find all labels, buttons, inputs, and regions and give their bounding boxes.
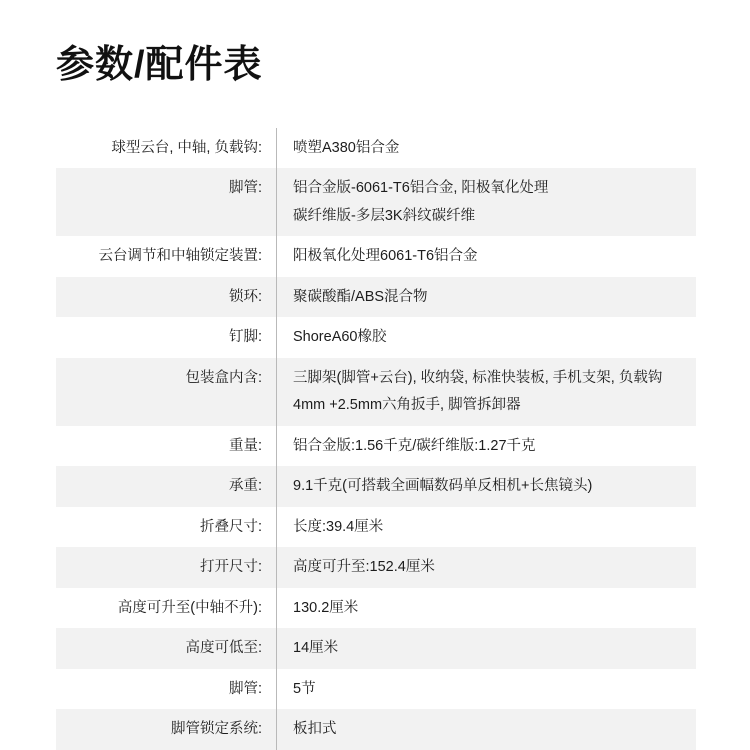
spec-value-line: 铝合金版-6061-T6铝合金, 阳极氧化处理 — [293, 180, 549, 197]
spec-value — [277, 426, 697, 466]
spec-label: 高度可升至(中轴不升): — [117, 599, 262, 616]
spec-value — [277, 547, 697, 587]
spec-value-line: 碳纤维版-多层3K斜纹碳纤维 — [293, 207, 476, 224]
table-row — [56, 426, 696, 466]
spec-value-line: 14厘米 — [293, 640, 339, 657]
spec-value-line: 4mm +2.5mm六角扳手, 脚管拆卸器 — [293, 397, 521, 414]
table-row — [56, 669, 696, 709]
spec-value-line: 高度可升至:152.4厘米 — [293, 559, 435, 576]
spec-label: 钉脚: — [228, 329, 262, 346]
spec-value-line: 9.1千克(可搭载全画幅数码单反相机+长焦镜头) — [293, 478, 593, 495]
table-row — [56, 168, 696, 236]
spec-label: 脚管锁定系统: — [170, 721, 262, 738]
spec-value — [277, 317, 697, 357]
spec-value-line: 三脚架(脚管+云台), 收纳袋, 标准快装板, 手机支架, 负载钩 — [293, 369, 663, 386]
specification-table — [56, 128, 696, 750]
spec-label: 脚管: — [228, 180, 262, 197]
spec-value — [277, 128, 697, 168]
spec-label: 折叠尺寸: — [199, 518, 262, 535]
spec-label: 球型云台, 中轴, 负载钩: — [111, 140, 262, 156]
spec-label: 打开尺寸: — [199, 559, 262, 576]
spec-value — [277, 236, 697, 276]
table-row — [56, 709, 696, 749]
table-row — [56, 507, 696, 547]
spec-value-line: 铝合金版:1.56千克/碳纤维版:1.27千克 — [293, 437, 536, 454]
spec-value — [277, 168, 697, 236]
spec-value-line: 阳极氧化处理6061-T6铝合金 — [293, 248, 478, 265]
spec-value-line: 130.2厘米 — [293, 599, 359, 616]
spec-value-line: 聚碳酸酯/ABS混合物 — [293, 288, 428, 305]
spec-value — [277, 669, 697, 709]
spec-value — [277, 628, 697, 668]
table-row — [56, 628, 696, 668]
spec-label: 重量: — [228, 437, 262, 454]
table-row — [56, 277, 696, 317]
spec-label: 锁环: — [228, 288, 262, 305]
spec-value — [277, 507, 697, 547]
spec-value-line: ShoreA60橡胶 — [293, 329, 387, 346]
spec-label: 承重: — [228, 478, 262, 495]
spec-value-line: 板扣式 — [293, 721, 337, 738]
spec-value — [277, 358, 697, 426]
spec-label: 云台调节和中轴锁定装置: — [98, 248, 262, 265]
spec-value-line: 5节 — [293, 680, 316, 697]
spec-value — [277, 588, 697, 628]
table-row — [56, 547, 696, 587]
spec-value-line: 喷塑A380铝合金 — [293, 140, 400, 156]
spec-value — [277, 466, 697, 506]
spec-value — [277, 709, 697, 749]
spec-label: 高度可低至: — [185, 640, 262, 657]
spec-label: 脚管: — [228, 680, 262, 697]
table-row — [56, 128, 696, 168]
specification-table-body — [56, 128, 696, 750]
table-row — [56, 236, 696, 276]
page-title: 参数/配件表 — [56, 44, 263, 86]
spec-value — [277, 277, 697, 317]
table-row — [56, 466, 696, 506]
table-row — [56, 317, 696, 357]
spec-label: 包装盒内含: — [185, 369, 262, 386]
table-row — [56, 358, 696, 426]
spec-value-line: 长度:39.4厘米 — [293, 518, 384, 535]
table-row — [56, 588, 696, 628]
